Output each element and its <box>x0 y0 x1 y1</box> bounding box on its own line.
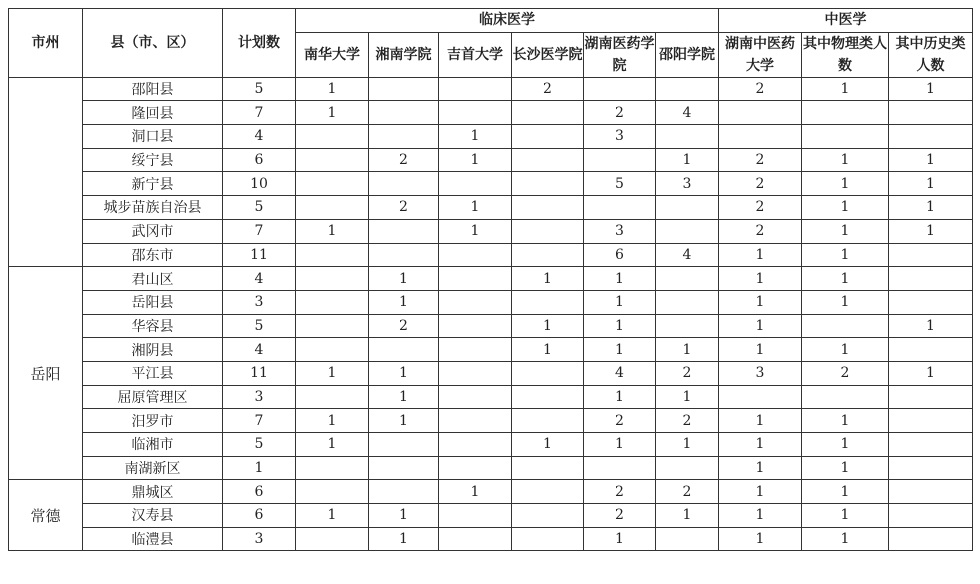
table-header <box>9 9 973 78</box>
quota-cell: 1 <box>439 219 512 243</box>
quota-cell <box>656 196 719 220</box>
quota-cell: 1 <box>802 480 889 504</box>
plan-cell: 4 <box>223 267 296 291</box>
quota-cell: 1 <box>802 456 889 480</box>
quota-cell <box>512 480 584 504</box>
quota-cell <box>656 77 719 101</box>
county-cell: 汉寿县 <box>83 504 223 528</box>
header-plan: 计划数 <box>223 9 296 78</box>
quota-cell: 1 <box>296 361 369 385</box>
quota-cell: 2 <box>656 409 719 433</box>
quota-cell <box>584 148 656 172</box>
quota-cell: 1 <box>889 196 973 220</box>
quota-cell: 1 <box>584 527 656 551</box>
quota-cell: 1 <box>802 290 889 314</box>
header-group-clinical: 临床医学 <box>296 9 719 33</box>
quota-cell: 1 <box>369 290 439 314</box>
plan-cell: 1 <box>223 456 296 480</box>
plan-cell: 4 <box>223 125 296 149</box>
quota-cell <box>439 243 512 267</box>
quota-cell <box>369 219 439 243</box>
quota-cell <box>296 338 369 362</box>
table-row <box>9 314 973 338</box>
quota-cell: 1 <box>656 338 719 362</box>
quota-cell: 2 <box>512 77 584 101</box>
header-col-1: 湘南学院 <box>369 32 439 77</box>
quota-cell: 1 <box>719 456 802 480</box>
quota-cell <box>439 361 512 385</box>
quota-cell: 1 <box>369 527 439 551</box>
quota-cell <box>512 196 584 220</box>
quota-cell <box>369 172 439 196</box>
quota-cell: 1 <box>296 504 369 528</box>
header-col-3: 长沙医学院 <box>512 32 584 77</box>
quota-cell <box>889 385 973 409</box>
quota-cell <box>584 77 656 101</box>
table-row <box>9 172 973 196</box>
quota-cell <box>439 433 512 457</box>
quota-cell <box>656 125 719 149</box>
quota-cell: 2 <box>719 172 802 196</box>
plan-cell: 6 <box>223 148 296 172</box>
county-cell: 隆回县 <box>83 101 223 125</box>
quota-cell <box>512 148 584 172</box>
quota-cell <box>656 219 719 243</box>
county-cell: 武冈市 <box>83 219 223 243</box>
table-body <box>9 77 973 551</box>
quota-cell <box>439 172 512 196</box>
quota-cell: 1 <box>296 101 369 125</box>
quota-cell: 1 <box>802 527 889 551</box>
county-cell: 华容县 <box>83 314 223 338</box>
quota-cell: 1 <box>296 433 369 457</box>
quota-cell <box>296 196 369 220</box>
quota-cell: 1 <box>802 148 889 172</box>
quota-cell: 1 <box>889 172 973 196</box>
quota-cell <box>656 267 719 291</box>
quota-cell <box>369 243 439 267</box>
county-cell: 绥宁县 <box>83 148 223 172</box>
quota-cell: 4 <box>584 361 656 385</box>
quota-cell: 1 <box>512 314 584 338</box>
quota-cell <box>889 267 973 291</box>
quota-cell <box>369 125 439 149</box>
quota-cell <box>584 456 656 480</box>
quota-cell: 1 <box>656 385 719 409</box>
quota-cell <box>802 385 889 409</box>
quota-cell <box>889 504 973 528</box>
quota-cell <box>439 267 512 291</box>
plan-cell: 11 <box>223 361 296 385</box>
quota-cell <box>512 361 584 385</box>
table-row <box>9 527 973 551</box>
quota-cell: 3 <box>656 172 719 196</box>
header-col-6: 湖南中医药大学 <box>719 32 802 77</box>
header-col-0: 南华大学 <box>296 32 369 77</box>
quota-cell <box>369 77 439 101</box>
quota-cell <box>889 433 973 457</box>
county-cell: 洞口县 <box>83 125 223 149</box>
quota-cell: 1 <box>719 243 802 267</box>
quota-cell: 3 <box>719 361 802 385</box>
quota-cell <box>512 125 584 149</box>
quota-cell: 1 <box>719 480 802 504</box>
quota-cell: 5 <box>584 172 656 196</box>
county-cell: 屈原管理区 <box>83 385 223 409</box>
plan-cell: 7 <box>223 219 296 243</box>
quota-cell <box>512 385 584 409</box>
quota-cell: 1 <box>656 433 719 457</box>
county-cell: 邵东市 <box>83 243 223 267</box>
quota-cell <box>719 125 802 149</box>
quota-cell <box>296 172 369 196</box>
plan-cell: 3 <box>223 385 296 409</box>
quota-cell: 1 <box>656 148 719 172</box>
county-cell: 汨罗市 <box>83 409 223 433</box>
quota-cell: 1 <box>802 196 889 220</box>
quota-cell: 2 <box>719 219 802 243</box>
quota-cell: 3 <box>584 125 656 149</box>
quota-cell <box>656 456 719 480</box>
quota-cell: 2 <box>369 148 439 172</box>
county-cell: 南湖新区 <box>83 456 223 480</box>
quota-cell <box>802 101 889 125</box>
plan-cell: 3 <box>223 527 296 551</box>
quota-cell <box>296 148 369 172</box>
quota-cell <box>369 456 439 480</box>
quota-cell: 1 <box>369 409 439 433</box>
plan-cell: 5 <box>223 314 296 338</box>
quota-cell: 1 <box>802 504 889 528</box>
quota-cell: 1 <box>296 77 369 101</box>
plan-cell: 10 <box>223 172 296 196</box>
table-row <box>9 196 973 220</box>
quota-cell: 1 <box>802 172 889 196</box>
quota-cell: 1 <box>802 409 889 433</box>
table-row <box>9 267 973 291</box>
quota-cell: 1 <box>802 243 889 267</box>
quota-cell: 1 <box>584 314 656 338</box>
quota-cell: 4 <box>656 243 719 267</box>
quota-cell: 1 <box>889 148 973 172</box>
quota-cell <box>296 290 369 314</box>
quota-cell: 1 <box>889 361 973 385</box>
header-col-4: 湖南医药学院 <box>584 32 656 77</box>
county-cell: 临湘市 <box>83 433 223 457</box>
quota-cell: 1 <box>369 267 439 291</box>
quota-cell <box>889 125 973 149</box>
quota-cell <box>512 504 584 528</box>
quota-cell <box>439 314 512 338</box>
header-group-tcm: 中医学 <box>719 9 973 33</box>
quota-cell: 1 <box>584 338 656 362</box>
plan-cell: 7 <box>223 101 296 125</box>
quota-cell: 1 <box>802 338 889 362</box>
table-row <box>9 409 973 433</box>
quota-cell <box>439 385 512 409</box>
county-cell: 平江县 <box>83 361 223 385</box>
plan-cell: 5 <box>223 433 296 457</box>
quota-cell <box>439 77 512 101</box>
quota-cell: 1 <box>296 219 369 243</box>
quota-cell: 2 <box>719 196 802 220</box>
table-row <box>9 361 973 385</box>
quota-cell: 2 <box>584 101 656 125</box>
quota-cell: 2 <box>719 77 802 101</box>
quota-cell: 1 <box>439 125 512 149</box>
quota-cell: 1 <box>512 338 584 362</box>
quota-cell <box>656 290 719 314</box>
quota-cell <box>512 456 584 480</box>
quota-cell: 1 <box>719 504 802 528</box>
quota-cell <box>296 527 369 551</box>
quota-cell: 1 <box>512 433 584 457</box>
table-row <box>9 480 973 504</box>
quota-cell <box>889 527 973 551</box>
plan-cell: 11 <box>223 243 296 267</box>
quota-cell <box>369 338 439 362</box>
quota-cell: 1 <box>584 385 656 409</box>
plan-cell: 4 <box>223 338 296 362</box>
quota-cell <box>369 480 439 504</box>
header-col-8: 其中历史类人数 <box>889 32 973 77</box>
quota-cell: 1 <box>296 409 369 433</box>
table-row <box>9 290 973 314</box>
quota-cell: 1 <box>802 267 889 291</box>
quota-cell: 2 <box>584 504 656 528</box>
quota-cell <box>889 338 973 362</box>
quota-cell: 6 <box>584 243 656 267</box>
quota-cell: 1 <box>512 267 584 291</box>
quota-cell: 1 <box>369 385 439 409</box>
quota-cell <box>512 409 584 433</box>
quota-cell: 2 <box>656 480 719 504</box>
header-city: 市州 <box>9 9 83 78</box>
quota-cell: 1 <box>802 219 889 243</box>
quota-cell: 1 <box>369 504 439 528</box>
quota-cell: 1 <box>719 290 802 314</box>
quota-cell: 2 <box>369 196 439 220</box>
quota-cell <box>889 409 973 433</box>
quota-cell <box>439 456 512 480</box>
quota-cell: 1 <box>802 77 889 101</box>
quota-cell <box>439 101 512 125</box>
quota-cell: 4 <box>656 101 719 125</box>
quota-cell <box>512 527 584 551</box>
header-col-2: 吉首大学 <box>439 32 512 77</box>
quota-cell: 1 <box>719 267 802 291</box>
quota-cell <box>296 267 369 291</box>
quota-cell: 1 <box>719 433 802 457</box>
quota-cell <box>802 125 889 149</box>
header-county: 县（市、区） <box>83 9 223 78</box>
plan-cell: 5 <box>223 196 296 220</box>
plan-cell: 7 <box>223 409 296 433</box>
quota-cell: 1 <box>584 433 656 457</box>
quota-cell <box>656 527 719 551</box>
city-cell: 岳阳 <box>9 267 83 480</box>
quota-cell <box>296 385 369 409</box>
table-row <box>9 219 973 243</box>
quota-cell: 1 <box>889 77 973 101</box>
quota-cell <box>802 314 889 338</box>
table-row <box>9 338 973 362</box>
table-row <box>9 125 973 149</box>
quota-cell <box>889 290 973 314</box>
quota-cell: 1 <box>584 267 656 291</box>
quota-cell <box>656 314 719 338</box>
quota-cell <box>296 243 369 267</box>
quota-cell: 2 <box>369 314 439 338</box>
quota-cell <box>584 196 656 220</box>
table-row <box>9 148 973 172</box>
quota-cell <box>296 480 369 504</box>
quota-cell: 1 <box>439 196 512 220</box>
plan-cell: 6 <box>223 504 296 528</box>
quota-cell <box>439 504 512 528</box>
county-cell: 城步苗族自治县 <box>83 196 223 220</box>
plan-cell: 5 <box>223 77 296 101</box>
quota-cell <box>369 101 439 125</box>
quota-cell: 3 <box>584 219 656 243</box>
quota-cell <box>889 456 973 480</box>
header-col-5: 邵阳学院 <box>656 32 719 77</box>
quota-cell: 1 <box>719 338 802 362</box>
quota-cell <box>439 338 512 362</box>
quota-cell: 1 <box>369 361 439 385</box>
county-cell: 新宁县 <box>83 172 223 196</box>
county-cell: 岳阳县 <box>83 290 223 314</box>
plan-cell: 6 <box>223 480 296 504</box>
city-cell <box>9 77 83 267</box>
quota-cell <box>296 314 369 338</box>
quota-cell: 1 <box>656 504 719 528</box>
table-row <box>9 243 973 267</box>
county-cell: 君山区 <box>83 267 223 291</box>
county-cell: 湘阴县 <box>83 338 223 362</box>
quota-cell: 1 <box>584 290 656 314</box>
quota-cell <box>512 219 584 243</box>
city-cell: 常德 <box>9 480 83 551</box>
quota-cell: 1 <box>719 409 802 433</box>
quota-cell <box>512 243 584 267</box>
quota-cell <box>512 101 584 125</box>
quota-cell <box>512 290 584 314</box>
quota-table <box>8 8 973 551</box>
quota-cell: 1 <box>889 219 973 243</box>
quota-cell: 1 <box>719 314 802 338</box>
quota-cell: 2 <box>584 480 656 504</box>
quota-cell <box>439 290 512 314</box>
county-cell: 邵阳县 <box>83 77 223 101</box>
quota-cell: 1 <box>889 314 973 338</box>
quota-cell: 1 <box>802 433 889 457</box>
quota-cell <box>719 385 802 409</box>
table-row <box>9 433 973 457</box>
quota-cell <box>889 243 973 267</box>
quota-cell <box>512 172 584 196</box>
county-cell: 临澧县 <box>83 527 223 551</box>
table-row <box>9 504 973 528</box>
quota-cell <box>296 125 369 149</box>
quota-cell: 2 <box>802 361 889 385</box>
quota-cell: 2 <box>584 409 656 433</box>
table-row <box>9 456 973 480</box>
quota-cell: 1 <box>719 527 802 551</box>
plan-cell: 3 <box>223 290 296 314</box>
quota-cell: 2 <box>656 361 719 385</box>
county-cell: 鼎城区 <box>83 480 223 504</box>
quota-cell <box>296 456 369 480</box>
quota-cell <box>439 527 512 551</box>
header-col-7: 其中物理类人数 <box>802 32 889 77</box>
table-row <box>9 101 973 125</box>
quota-cell <box>719 101 802 125</box>
quota-cell <box>889 480 973 504</box>
quota-cell: 1 <box>439 148 512 172</box>
quota-cell <box>889 101 973 125</box>
quota-cell <box>439 409 512 433</box>
table-row <box>9 385 973 409</box>
quota-cell: 2 <box>719 148 802 172</box>
quota-cell <box>369 433 439 457</box>
quota-cell: 1 <box>439 480 512 504</box>
table-row <box>9 77 973 101</box>
